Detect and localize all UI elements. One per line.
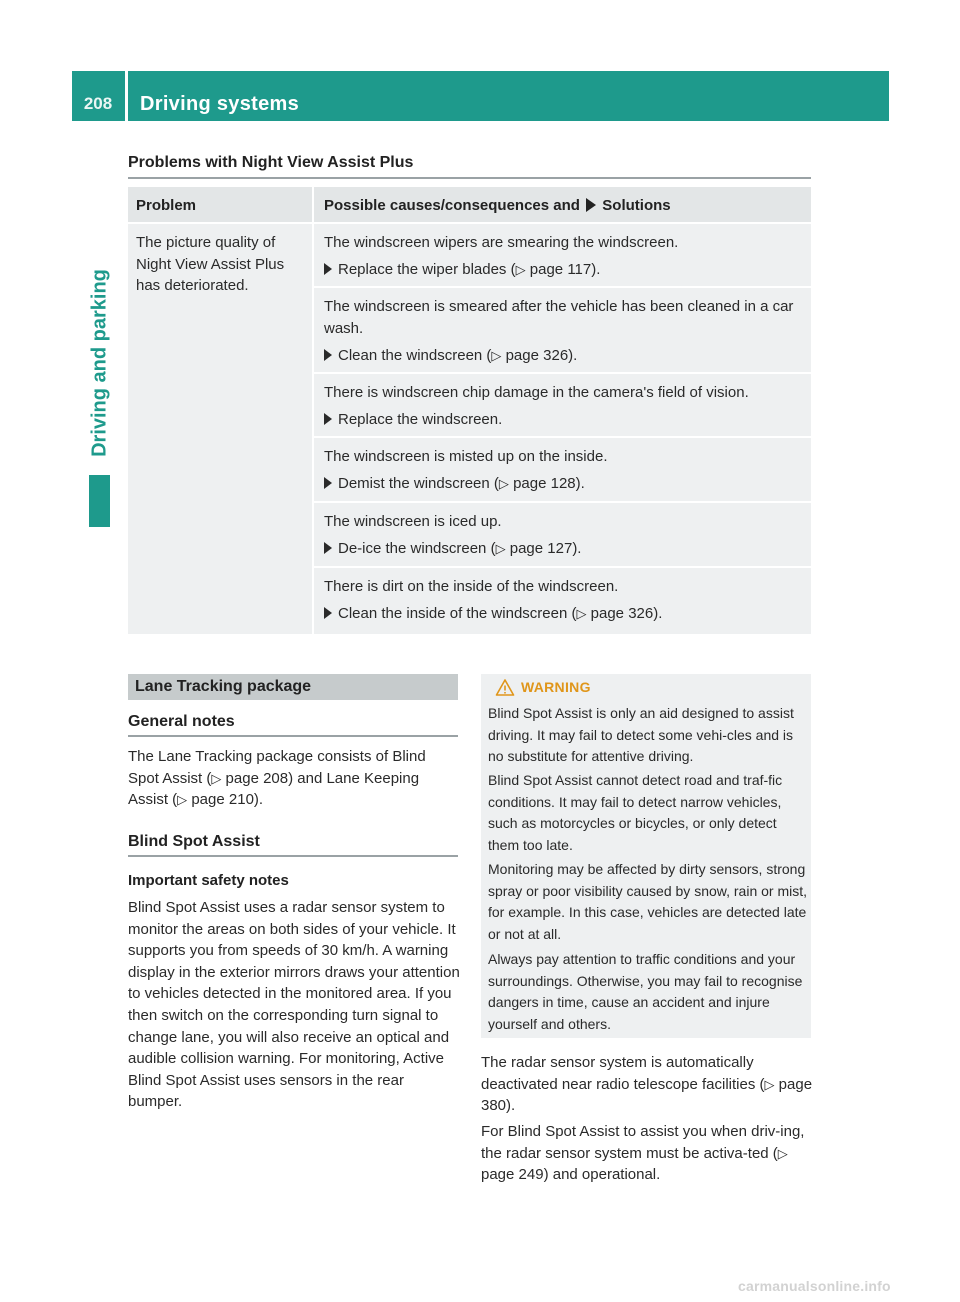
cause-row — [314, 568, 811, 634]
title-rule — [128, 177, 811, 179]
blind-spot-assist-rule — [128, 855, 458, 857]
side-tab — [89, 252, 110, 474]
cause-row — [314, 438, 811, 501]
radar-paragraph-2: For Blind Spot Assist to assist you when driv-ing, the radar sensor system must be activa-ted (▷ page 249) and operational. — [481, 1123, 805, 1184]
header-label-causes — [324, 197, 671, 214]
problems-title: Problems with Night View Assist Plus — [128, 154, 414, 171]
solution-text: Clean the inside of the windscreen (▷ page 326). — [324, 603, 662, 625]
watermark: carmanualsonline.info — [738, 1278, 891, 1294]
solution-text: Replace the wiper blades (▷ page 117). — [324, 259, 600, 281]
cause-text: There is windscreen chip damage in the camera's field of vision. — [324, 384, 749, 401]
solution-text: De-ice the windscreen (▷ page 127). — [324, 538, 581, 560]
page-ref-icon: ▷ — [495, 541, 506, 556]
radar-paragraph-1: The radar sensor system is automatically deactivated near radio telescope facilities (▷ page 380). — [481, 1054, 813, 1115]
solution-text: Clean the windscreen (▷ page 326). — [324, 345, 577, 367]
lane-tracking-paragraph: The Lane Tracking package consists of Blind Spot Assist (▷ page 208) and Lane Keeping Assist (▷ page 210). — [128, 748, 426, 808]
side-tab-label: Driving and parking — [88, 269, 110, 457]
warning-title: WARNING — [521, 679, 591, 695]
warning-paragraph: Blind Spot Assist is only an aid designed to assist driving. It may fail to detect some vehi-cles and is no substitute for attentive driving. — [488, 705, 794, 765]
solution-text: Replace the windscreen. — [324, 409, 502, 431]
safety-notes-title: Important safety notes — [128, 872, 289, 889]
page-ref-icon: ▷ — [177, 792, 188, 807]
cause-row — [314, 288, 811, 372]
cause-text: The windscreen wipers are smearing the windscreen. — [324, 234, 679, 251]
safety-notes-paragraph: Blind Spot Assist uses a radar sensor system to monitor the areas on both sides of your vehicle. It supports you from speeds of 30 km/h. A warning display in the exterior mirrors draws your attention to vehicles detected in the monitored area. If you then switch on the corresponding turn signal to change lane, you will also receive an optical and audible collision warning. For monitoring, Active Blind Spot Assist uses sensors in the rear bumper. — [128, 899, 460, 1111]
arrow-right-icon — [324, 542, 332, 554]
cause-text: The windscreen is misted up on the inside. — [324, 448, 608, 465]
cause-text: The windscreen is smeared after the vehicle has been cleaned in a car wash. — [324, 298, 794, 337]
lane-tracking-heading — [128, 674, 458, 700]
solution-text: Demist the windscreen (▷ page 128). — [324, 473, 585, 495]
arrow-right-icon — [324, 263, 332, 275]
warning-triangle-icon — [495, 678, 515, 698]
section-title: Driving systems — [140, 93, 300, 115]
side-tab-block — [89, 475, 110, 527]
warning-paragraph: Monitoring may be affected by dirty sensors, strong spray or poor visibility caused by snow, rain or mist, for example. In this case, vehicles are detected late or not at all. — [488, 861, 808, 942]
header-causes-suffix: Solutions — [602, 197, 671, 214]
problem-text: The picture quality of Night View Assist Plus has deteriorated. — [136, 234, 285, 294]
header-divider — [125, 71, 128, 121]
arrow-right-icon — [324, 349, 332, 361]
page-ref-icon: ▷ — [211, 770, 222, 786]
arrow-right-icon — [324, 413, 332, 425]
page-ref-icon: ▷ — [491, 348, 502, 363]
header-cell-causes — [314, 187, 811, 222]
cause-text: The windscreen is iced up. — [324, 513, 502, 530]
arrow-right-icon — [586, 198, 596, 212]
cause-row — [314, 374, 811, 436]
general-notes-title: General notes — [128, 713, 235, 730]
arrow-right-icon — [324, 477, 332, 489]
problem-cell — [128, 224, 312, 634]
cause-row — [314, 503, 811, 566]
warning-paragraph: Always pay attention to traffic conditions and your surroundings. Otherwise, you may fail to recognise dangers in time, cause an accident and injure yourself and others. — [488, 951, 803, 1032]
blind-spot-assist-title: Blind Spot Assist — [128, 833, 260, 850]
page-ref-icon: ▷ — [764, 1076, 775, 1092]
header-cell-problem — [128, 187, 312, 222]
cause-text: There is dirt on the inside of the windscreen. — [324, 578, 619, 595]
problems-table — [128, 187, 811, 634]
page-ref-icon: ▷ — [576, 606, 587, 621]
cause-row — [314, 224, 811, 286]
page-ref-icon: ▷ — [515, 262, 526, 277]
header-causes-prefix: Possible causes/consequences and — [324, 197, 580, 214]
general-notes-rule — [128, 735, 458, 737]
header-label-problem: Problem — [136, 197, 197, 214]
lane-tracking-heading-text: Lane Tracking package — [135, 678, 312, 695]
page-ref-icon: ▷ — [777, 1145, 788, 1161]
page-number: 208 — [83, 94, 113, 113]
page-ref-icon: ▷ — [498, 476, 509, 491]
arrow-right-icon — [324, 607, 332, 619]
warning-paragraph: Blind Spot Assist cannot detect road and traf-fic conditions. It may fail to detect narrow vehicles, such as motorcycles or bicycles, or only detect them too late. — [488, 772, 783, 853]
